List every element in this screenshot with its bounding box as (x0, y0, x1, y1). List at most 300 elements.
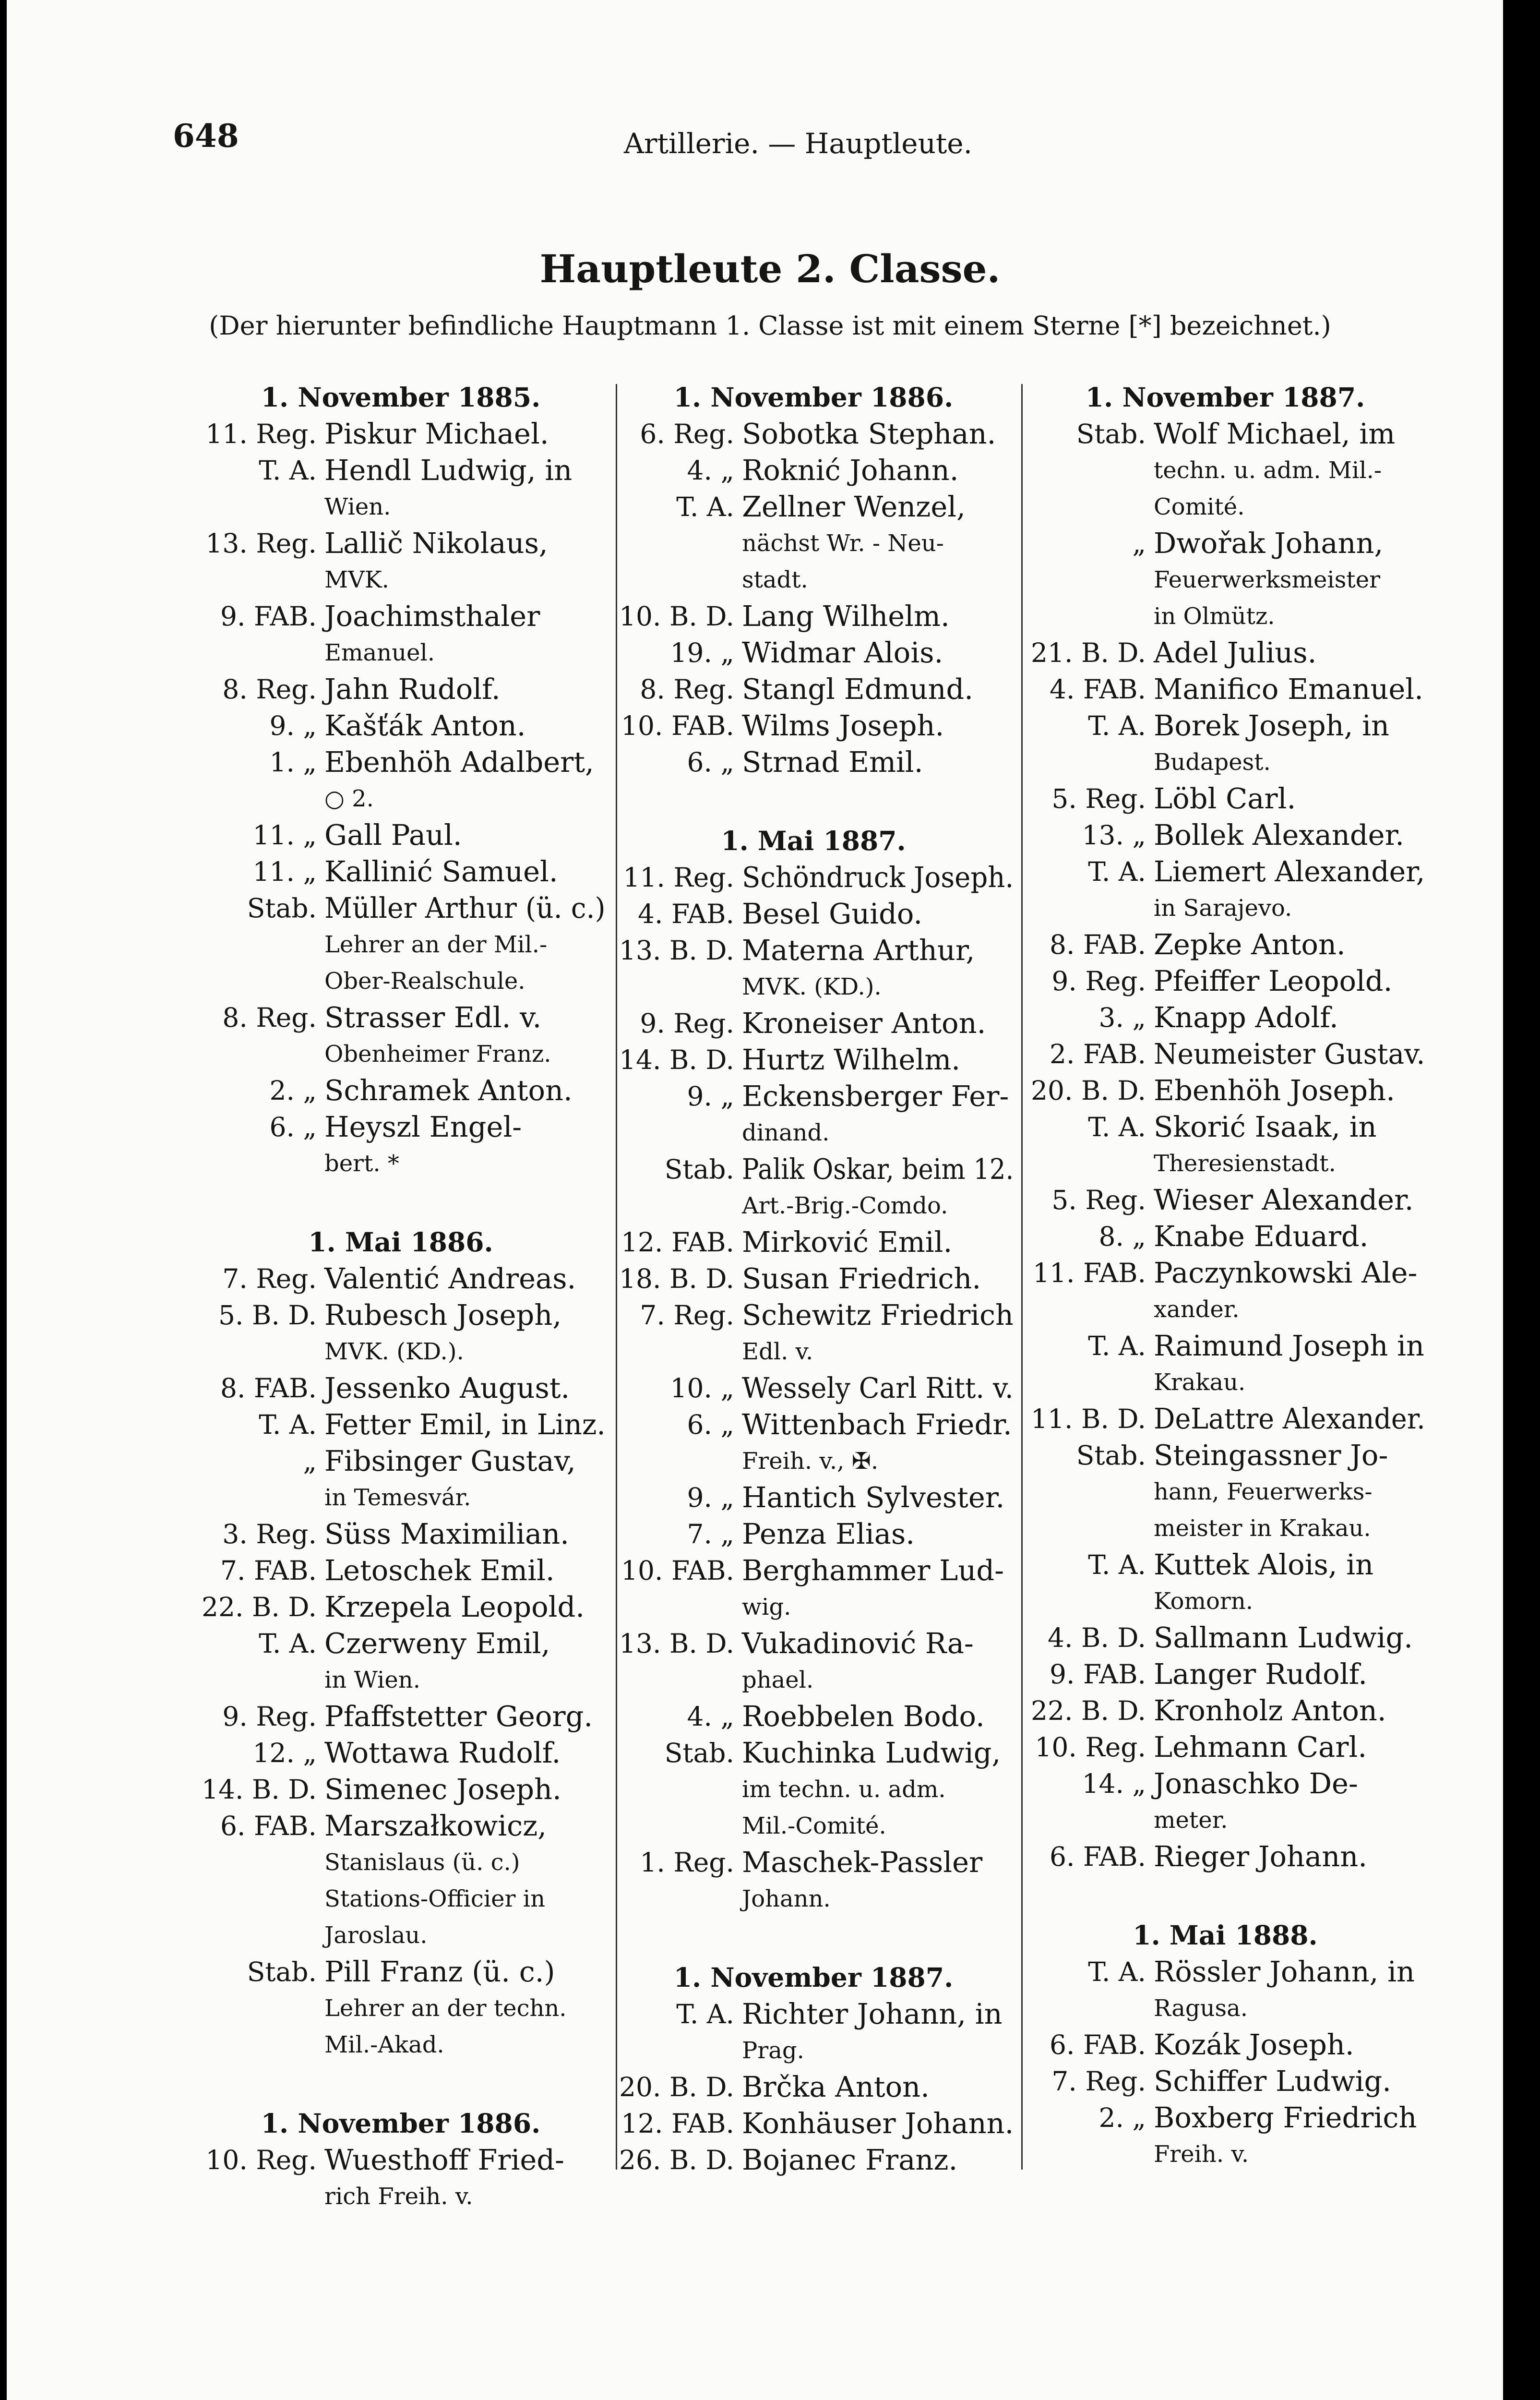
unit-prefix: 13. „ (1082, 820, 1146, 851)
officer-name: Strnad Emil. (742, 745, 923, 779)
roster-entry (609, 1260, 1017, 1297)
page-title: Hauptleute 2. Classe. (539, 246, 1001, 291)
entry-first-line (192, 416, 609, 452)
entry-first-line (192, 890, 609, 926)
officer-name: Fetter Emil, in Linz. (324, 1408, 606, 1441)
officer-name: Gall Paul. (324, 818, 462, 852)
officer-name: Hendl Ludwig, in (324, 454, 573, 487)
unit-prefix: T. A. (1088, 1112, 1146, 1142)
officer-name: Simenec Joseph. (324, 1773, 561, 1806)
entry-continuation-line (1021, 1802, 1429, 1838)
entry-continuation-line (192, 1844, 609, 1881)
entry-first-line (192, 671, 609, 708)
unit-prefix: T. A. (676, 492, 734, 522)
officer-name: Boxberg Friedrich (1154, 2101, 1417, 2134)
officer-name: Neumeister Gustav. (1154, 1037, 1425, 1070)
officer-name: Valentić Andreas. (324, 1262, 576, 1295)
entry-continuation-line (1021, 562, 1429, 598)
entry-first-line (1021, 999, 1429, 1036)
roster-entry (192, 1735, 609, 1771)
unit-prefix: 9. FAB. (1050, 1659, 1146, 1690)
entry-continuation-line (192, 926, 609, 963)
officer-name: Besel Guido. (742, 897, 923, 930)
entry-detail: ○ 2. (324, 785, 374, 812)
entry-continuation-line (609, 1443, 1017, 1479)
entry-continuation-line (1021, 489, 1429, 525)
entry-first-line (609, 1698, 1017, 1735)
entry-continuation-line (1021, 890, 1429, 926)
entry-first-line (1021, 1218, 1429, 1255)
unit-prefix: T. A. (1088, 856, 1146, 887)
unit-prefix: 4. „ (687, 455, 734, 486)
unit-prefix: 6. Reg. (640, 419, 734, 449)
unit-prefix: T. A. (1088, 1956, 1146, 1987)
unit-prefix: 2. „ (1098, 2102, 1146, 2133)
unit-prefix: 9. Reg. (640, 1008, 734, 1039)
officer-name: Wolf Michael, im (1154, 417, 1396, 450)
entry-detail: Lehrer an der techn. (324, 1995, 567, 2022)
unit-prefix: Stab. (664, 1154, 734, 1185)
roster-entry (609, 1370, 1017, 1406)
entry-continuation-line (609, 1115, 1017, 1151)
unit-prefix: 10. FAB. (621, 710, 734, 741)
roster-entry (1021, 1954, 1429, 2027)
entry-continuation-line (192, 2178, 609, 2215)
entry-first-line (609, 744, 1017, 780)
officer-name: Kozák Joseph. (1154, 2028, 1354, 2061)
entry-first-line (609, 2142, 1017, 2178)
unit-prefix: 11. Reg. (623, 862, 734, 893)
officer-name: Schöndruck Joseph. (742, 861, 1014, 894)
roster-entry (609, 1844, 1017, 1917)
entry-continuation-line (1021, 1510, 1429, 1547)
roster-entry (192, 1109, 609, 1182)
entry-first-line (1021, 1182, 1429, 1218)
roster-entry (192, 1260, 609, 1297)
entry-continuation-line (609, 2032, 1017, 2069)
officer-name: Lallič Nikolaus, (324, 527, 548, 560)
entry-detail: Prag. (742, 2037, 804, 2064)
entry-first-line (192, 1516, 609, 1552)
officer-name: Piskur Michael. (324, 417, 549, 450)
entry-first-line (1021, 817, 1429, 853)
entry-detail: Johann. (742, 1885, 831, 1912)
entry-continuation-line (192, 1036, 609, 1072)
entry-first-line (192, 1771, 609, 1808)
roster-entry (192, 2142, 609, 2215)
entry-continuation-line (609, 562, 1017, 598)
unit-prefix: 14. „ (1082, 1768, 1146, 1799)
unit-prefix: 14. B. D. (619, 1044, 734, 1075)
unit-prefix: T. A. (259, 1628, 317, 1659)
entry-first-line (1021, 525, 1429, 562)
unit-prefix: Stab. (1076, 419, 1146, 449)
officer-name: Penza Elias. (742, 1517, 915, 1550)
entry-first-line (1021, 1401, 1429, 1437)
officer-name: Materna Arthur, (742, 934, 975, 967)
entry-detail: in Olmütz. (1154, 603, 1275, 630)
unit-prefix: 7. FAB. (220, 1555, 317, 1586)
entry-first-line (609, 1844, 1017, 1881)
entry-first-line (1021, 1954, 1429, 1990)
entry-first-line (609, 1042, 1017, 1078)
roster-entry (192, 1771, 609, 1808)
entry-detail: stadt. (742, 566, 808, 593)
roster-entry (1021, 1437, 1429, 1547)
entry-continuation-line (192, 562, 609, 598)
officer-name: DeLattre Alexander. (1154, 1402, 1425, 1435)
roster-entry (609, 1406, 1017, 1479)
entry-first-line (192, 1735, 609, 1771)
unit-prefix: 11. „ (252, 820, 317, 851)
officer-name: Wuesthoff Fried- (324, 2143, 564, 2176)
column-2 (609, 379, 1017, 2178)
unit-prefix: 6. „ (269, 1112, 317, 1142)
unit-prefix: 4. FAB. (1050, 674, 1146, 705)
entry-detail: Emanuel. (324, 639, 435, 666)
entry-first-line (192, 452, 609, 489)
unit-prefix: T. A. (676, 1999, 734, 2029)
unit-prefix: 8. FAB. (220, 1373, 317, 1404)
officer-name: Lang Wilhelm. (742, 600, 950, 633)
unit-prefix: T. A. (1088, 710, 1146, 741)
officer-name: Steingassner Jo- (1154, 1439, 1388, 1472)
roster-entry (1021, 2063, 1429, 2100)
entry-continuation-line (1021, 1583, 1429, 1620)
entry-first-line (192, 744, 609, 780)
entry-first-line (1021, 963, 1429, 999)
entry-first-line (1021, 708, 1429, 744)
entry-first-line (192, 2142, 609, 2178)
entry-detail: xander. (1154, 1296, 1240, 1323)
officer-name: Letoschek Emil. (324, 1554, 555, 1587)
entry-continuation-line (609, 1188, 1017, 1224)
officer-name: Sallmann Ludwig. (1154, 1621, 1413, 1654)
unit-prefix: 8. „ (1098, 1221, 1146, 1252)
entry-first-line (1021, 1656, 1429, 1692)
unit-prefix: 21. B. D. (1031, 637, 1146, 668)
officer-name: Krzepela Leopold. (324, 1590, 585, 1623)
entry-first-line (1021, 1072, 1429, 1109)
unit-prefix: 10. Reg. (1035, 1732, 1146, 1763)
officer-name: Konhäuser Johann. (742, 2107, 1014, 2140)
officer-name: Süss Maximilian. (324, 1517, 569, 1550)
entry-detail: Krakau. (1154, 1369, 1246, 1396)
officer-name: Lehmann Carl. (1154, 1730, 1367, 1764)
roster-entry (1021, 1547, 1429, 1620)
unit-prefix: 11. B. D. (1031, 1404, 1146, 1434)
roster-entry (609, 1042, 1017, 1078)
officer-name: Langer Rudolf. (1154, 1657, 1368, 1691)
entry-detail: im techn. u. adm. (742, 1776, 946, 1803)
unit-prefix: Stab. (247, 893, 317, 924)
unit-prefix: 18. B. D. (619, 1263, 734, 1294)
entry-first-line (192, 1625, 609, 1662)
entry-continuation-line (192, 963, 609, 999)
entry-first-line (609, 1078, 1017, 1115)
roster-entry (1021, 1072, 1429, 1109)
officer-name: Palik Oskar, beim 12. (742, 1152, 1014, 1186)
officer-name: Raimund Joseph in (1154, 1329, 1425, 1362)
roster-entry (609, 1552, 1017, 1625)
roster-entry (609, 1516, 1017, 1552)
entry-detail: Budapest. (1154, 749, 1271, 776)
entry-detail: MVK. (KD.). (742, 973, 882, 1000)
entry-detail: Stanislaus (ü. c.) (324, 1849, 520, 1876)
roster-entry (609, 1224, 1017, 1260)
unit-prefix: 8. FAB. (1050, 929, 1146, 960)
entry-detail: Freih. v., ✠. (742, 1448, 879, 1475)
roster-entry (609, 489, 1017, 598)
officer-name: Wilms Joseph. (742, 709, 944, 742)
entry-first-line (192, 1109, 609, 1145)
entry-continuation-line (192, 489, 609, 525)
entry-first-line (1021, 1692, 1429, 1729)
left-scan-edge (0, 0, 7, 2400)
entry-detail: rich Freih. v. (324, 2183, 473, 2210)
entry-first-line (609, 1297, 1017, 1333)
entry-first-line (609, 1479, 1017, 1516)
entry-continuation-line (192, 1145, 609, 1182)
entry-continuation-line (609, 525, 1017, 562)
unit-prefix: 11. FAB. (1033, 1258, 1146, 1288)
entry-continuation-line (1021, 598, 1429, 635)
entry-first-line (609, 1625, 1017, 1662)
entry-first-line (609, 2105, 1017, 2142)
section-heading: 1. November 1887. (1085, 382, 1365, 413)
entry-continuation-line (192, 1917, 609, 1954)
officer-name: Schiffer Ludwig. (1154, 2064, 1391, 2098)
entry-first-line (1021, 1729, 1429, 1765)
roster-entry (609, 1996, 1017, 2069)
right-scan-edge (1503, 0, 1540, 2400)
entry-first-line (1021, 1620, 1429, 1656)
officer-name: Knapp Adolf. (1154, 1001, 1338, 1034)
officer-name: Roebbelen Bodo. (742, 1700, 985, 1733)
section-gap (192, 1182, 609, 1224)
roster-entry (1021, 1656, 1429, 1692)
entry-continuation-line (192, 1333, 609, 1370)
entry-first-line (609, 598, 1017, 635)
entry-detail: Art.-Brig.-Comdo. (742, 1192, 948, 1219)
unit-prefix: 2. FAB. (1050, 1039, 1146, 1069)
unit-prefix: 9. „ (687, 1482, 734, 1513)
entry-first-line (1021, 1328, 1429, 1364)
entry-first-line (192, 1954, 609, 1990)
unit-prefix: 12. FAB. (621, 2108, 734, 2139)
officer-name: Roknić Johann. (742, 454, 959, 487)
officer-name: Schewitz Friedrich (742, 1298, 1014, 1332)
officer-name: Pfaffstetter Georg. (324, 1700, 593, 1733)
entry-detail: in Wien. (324, 1667, 420, 1693)
officer-name: Wessely Carl Ritt. v. (742, 1371, 1014, 1404)
roster-entry (192, 1072, 609, 1109)
unit-prefix: 5. B. D. (218, 1300, 317, 1331)
roster-entry (192, 853, 609, 890)
entry-first-line (609, 1370, 1017, 1406)
column-1 (192, 379, 609, 2215)
entry-first-line (609, 671, 1017, 708)
entry-first-line (192, 708, 609, 744)
entry-continuation-line (609, 1881, 1017, 1917)
roster-entry (1021, 635, 1429, 671)
entry-continuation-line (192, 780, 609, 817)
officer-name: Paczynkowski Ale- (1154, 1256, 1418, 1289)
entry-detail: Jaroslau. (324, 1922, 428, 1949)
unit-prefix: 13. Reg. (205, 528, 317, 559)
officer-name: Hurtz Wilhelm. (742, 1043, 961, 1076)
officer-name: Vukadinović Ra- (742, 1627, 974, 1660)
roster-entry (609, 744, 1017, 780)
officer-name: Zellner Wenzel, (742, 490, 966, 523)
unit-prefix: 26. B. D. (619, 2145, 734, 2175)
entry-first-line (1021, 853, 1429, 890)
roster-entry (192, 1297, 609, 1370)
officer-name: Fibsinger Gustav, (324, 1444, 576, 1477)
unit-prefix: 13. B. D. (619, 1628, 734, 1659)
entry-first-line (609, 859, 1017, 896)
roster-entry (192, 744, 609, 817)
unit-prefix: 6. „ (687, 747, 734, 778)
entry-first-line (609, 489, 1017, 525)
roster-entry (1021, 525, 1429, 635)
entry-detail: Edl. v. (742, 1338, 813, 1365)
roster-entry (192, 1589, 609, 1625)
unit-prefix: 19. „ (670, 637, 734, 668)
roster-entry (1021, 1620, 1429, 1656)
unit-prefix: 5. Reg. (1051, 783, 1146, 814)
unit-prefix: 14. B. D. (202, 1774, 317, 1805)
officer-name: Heyszl Engel- (324, 1110, 522, 1143)
running-title: Artillerie. — Hauptleute. (624, 127, 973, 160)
roster-entry (609, 1479, 1017, 1516)
entry-continuation-line (192, 1662, 609, 1698)
roster-entry (192, 1625, 609, 1698)
unit-prefix: 8. Reg. (640, 674, 734, 705)
unit-prefix: 2. „ (269, 1075, 317, 1106)
roster-entry (1021, 2100, 1429, 2172)
roster-entry (192, 1370, 609, 1406)
unit-prefix: 6. FAB. (1050, 2029, 1146, 2060)
roster-entry (1021, 416, 1429, 525)
entry-detail: meter. (1154, 1807, 1228, 1834)
entry-first-line (609, 896, 1017, 932)
officer-name: Stangl Edmund. (742, 672, 973, 706)
entry-detail: dinand. (742, 1119, 830, 1146)
roster-entry (1021, 1838, 1429, 1875)
section-heading: 1. Mai 1887. (721, 825, 906, 856)
officer-name: Wottawa Rudolf. (324, 1736, 561, 1769)
officer-name: Kroneiser Anton. (742, 1007, 986, 1040)
roster-entry (609, 416, 1017, 452)
officer-name: Müller Arthur (ü. c.) (324, 891, 606, 924)
entry-first-line (609, 1406, 1017, 1443)
section-heading: 1. November 1886. (261, 2108, 541, 2139)
entry-detail: Obenheimer Franz. (324, 1041, 551, 1068)
entry-detail: Komorn. (1154, 1588, 1253, 1615)
roster-entry (609, 635, 1017, 671)
officer-name: Manifico Emanuel. (1154, 672, 1423, 706)
officer-name: Knabe Eduard. (1154, 1220, 1369, 1253)
roster-entry (609, 708, 1017, 744)
officer-name: Wieser Alexander. (1154, 1183, 1414, 1216)
roster-entry (192, 416, 609, 452)
entry-first-line (1021, 1765, 1429, 1802)
page-number: 648 (173, 117, 239, 155)
entry-detail: Lehrer an der Mil.- (324, 931, 548, 958)
unit-prefix: „ (303, 1446, 317, 1476)
unit-prefix: 10. B. D. (619, 601, 734, 632)
roster-entry (192, 708, 609, 744)
officer-name: Susan Friedrich. (742, 1262, 981, 1295)
unit-prefix: 8. Reg. (222, 674, 317, 705)
section-heading: 1. Mai 1888. (1133, 1920, 1318, 1951)
roster-entry (609, 1005, 1017, 1042)
unit-prefix: 9. „ (269, 710, 317, 741)
entry-first-line (192, 525, 609, 562)
roster-entry (1021, 963, 1429, 999)
entry-first-line (192, 1406, 609, 1443)
officer-name: Pill Franz (ü. c.) (324, 1955, 555, 1988)
section-heading: 1. November 1885. (261, 382, 541, 413)
entry-continuation-line (1021, 2136, 1429, 2172)
entry-first-line (192, 853, 609, 890)
officer-name: Jahn Rudolf. (324, 672, 501, 706)
entry-detail: Theresienstadt. (1154, 1150, 1336, 1177)
roster-entry (609, 1625, 1017, 1698)
officer-name: Adel Julius. (1154, 636, 1317, 669)
entry-detail: MVK. (324, 566, 389, 593)
entry-continuation-line (192, 2027, 609, 2063)
unit-prefix: 22. B. D. (202, 1592, 317, 1622)
page-subtitle: (Der hierunter befindliche Hauptmann 1. Classe ist mit einem Sterne [*] bezeichnet.) (209, 311, 1331, 341)
entry-continuation-line (192, 1990, 609, 2027)
roster-entry (1021, 780, 1429, 817)
entry-first-line (609, 1552, 1017, 1589)
officer-name: Jonaschko De- (1154, 1767, 1358, 1800)
entry-first-line (192, 1589, 609, 1625)
officer-name: Rössler Johann, in (1154, 1955, 1415, 1988)
roster-entry (1021, 1255, 1429, 1328)
entry-continuation-line (192, 1479, 609, 1516)
entry-continuation-line (609, 1333, 1017, 1370)
officer-name: Kuttek Alois, in (1154, 1548, 1374, 1581)
unit-prefix: 22. B. D. (1031, 1695, 1146, 1726)
officer-name: Zepke Anton. (1154, 928, 1346, 961)
officer-name: Joachimsthaler (324, 600, 540, 633)
entry-first-line (192, 1698, 609, 1735)
unit-prefix: 7. „ (687, 1519, 734, 1549)
roster-entry (609, 2105, 1017, 2142)
unit-prefix: T. A. (259, 455, 317, 486)
roster-entry (192, 452, 609, 525)
roster-entry (192, 598, 609, 671)
unit-prefix: Stab. (664, 1738, 734, 1768)
officer-name: Kronholz Anton. (1154, 1694, 1386, 1727)
roster-entry (1021, 1692, 1429, 1729)
officer-name: Richter Johann, in (742, 1997, 1003, 2030)
roster-entry (609, 896, 1017, 932)
entry-first-line (609, 1996, 1017, 2032)
roster-entry (1021, 853, 1429, 926)
unit-prefix: 1. Reg. (640, 1847, 734, 1878)
entry-detail: Mil.-Comité. (742, 1812, 886, 1839)
unit-prefix: 8. Reg. (222, 1002, 317, 1033)
unit-prefix: 6. „ (687, 1409, 734, 1440)
roster-entry (609, 2069, 1017, 2105)
entry-first-line (609, 1260, 1017, 1297)
unit-prefix: 6. FAB. (1050, 1841, 1146, 1872)
